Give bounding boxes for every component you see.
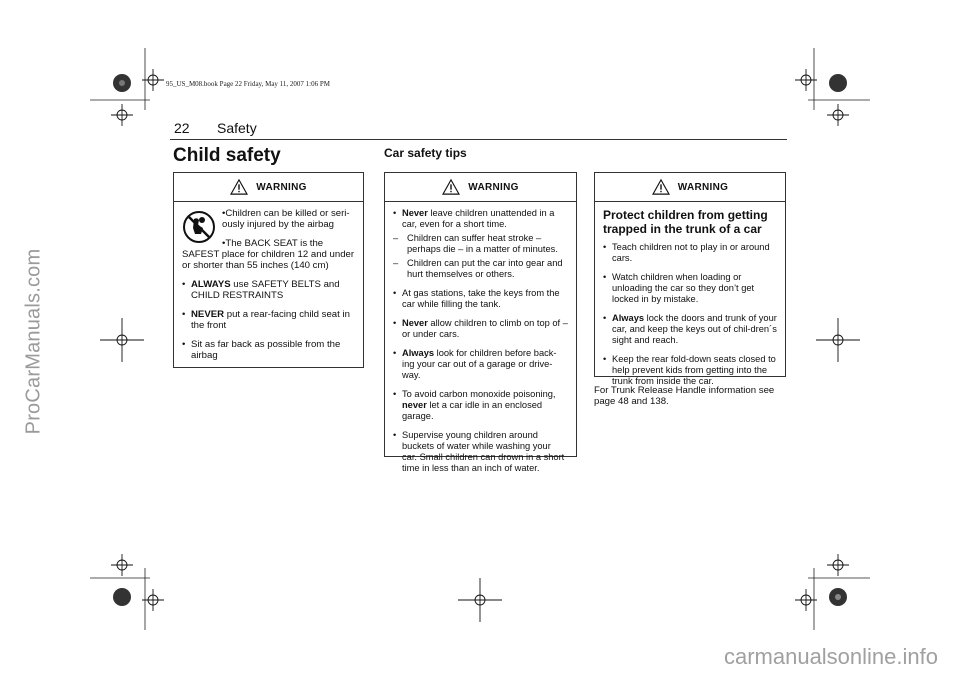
warning-label: WARNING xyxy=(468,181,519,193)
list-item: • To avoid carbon monoxide poisoning, never let a car idle in an enclosed garage. xyxy=(393,389,568,422)
warning-label: WARNING xyxy=(677,181,729,193)
dash-item: – Children can put the car into gear and hurt themselves or others. xyxy=(393,258,568,280)
warning-triangle-icon xyxy=(230,179,248,195)
dash-item: – Children can suffer heat stroke – perhaps die – in a matter of minutes. xyxy=(393,233,568,255)
list-item: • Always lock the doors and trunk of your car, and keep the keys out of chil-dren´s sight and reach. xyxy=(603,313,777,346)
page-number: 22 xyxy=(174,120,190,136)
list-item: • Sit as far back as possible from the airbag xyxy=(182,339,355,361)
trunk-heading: Protect children from getting trapped in the trunk of a car xyxy=(603,208,768,236)
list-item: • NEVER put a rear-facing child seat in the front xyxy=(182,309,355,331)
warning-header xyxy=(595,173,785,202)
warning-box-airbag xyxy=(173,172,364,368)
trunk-release-note: For Trunk Release Handle information see page 48 and 138. xyxy=(594,385,775,407)
no-child-seat-airbag-icon xyxy=(182,210,216,244)
list-item: • Keep the rear fold-down seats closed to help prevent kids from getting into the trunk from inside the car. xyxy=(603,354,777,387)
list-item: • ALWAYS use SAFETY BELTS and CHILD RESTRAINTS xyxy=(182,279,355,301)
warning-triangle-icon xyxy=(442,179,460,195)
list-item: • Supervise young children around buckets of water while washing your car. Small children can drown in a short time in less than an inch of water. xyxy=(393,430,568,474)
list-item: • Always look for children before back-ing your car out of a garage or drive-way. xyxy=(393,348,568,381)
back-seat-text-cont: SAFEST place for children 12 and under or shorter than 55 inches (140 cm) xyxy=(182,249,355,271)
warning-label: WARNING xyxy=(256,181,307,193)
warning-header xyxy=(385,173,576,202)
list-item: • Never allow children to climb on top of – or under cars. xyxy=(393,318,568,340)
warning-header xyxy=(174,173,363,202)
warning-box-car-tips xyxy=(384,172,577,473)
side-watermark: ProCarManuals.com xyxy=(22,248,45,435)
list-item: • Teach children not to play in or around cars. xyxy=(603,242,777,264)
header-rule xyxy=(170,139,787,140)
warning-triangle-icon xyxy=(652,179,670,195)
list-item: • Never leave children unattended in a car, even for a short time. xyxy=(393,208,568,230)
airbag-warning-text: •Children can be killed or seri-ously injured by the airbag xyxy=(222,208,350,230)
warning-box-trunk xyxy=(594,172,786,386)
list-item: • Watch children when loading or unloading the car so they don’t get locked in by mistake. xyxy=(603,272,777,305)
page-title: Child safety xyxy=(173,145,281,166)
back-seat-text: •The BACK SEAT is the xyxy=(222,238,324,249)
tips-title: Car safety tips xyxy=(384,146,467,160)
footer-watermark: carmanualsonline.info xyxy=(723,644,938,669)
print-info: 95_US_M08.book Page 22 Friday, May 11, 2007 1:06 PM xyxy=(166,80,330,88)
list-item: • At gas stations, take the keys from the car while filling the tank. xyxy=(393,288,568,310)
section-title: Safety xyxy=(217,120,257,136)
